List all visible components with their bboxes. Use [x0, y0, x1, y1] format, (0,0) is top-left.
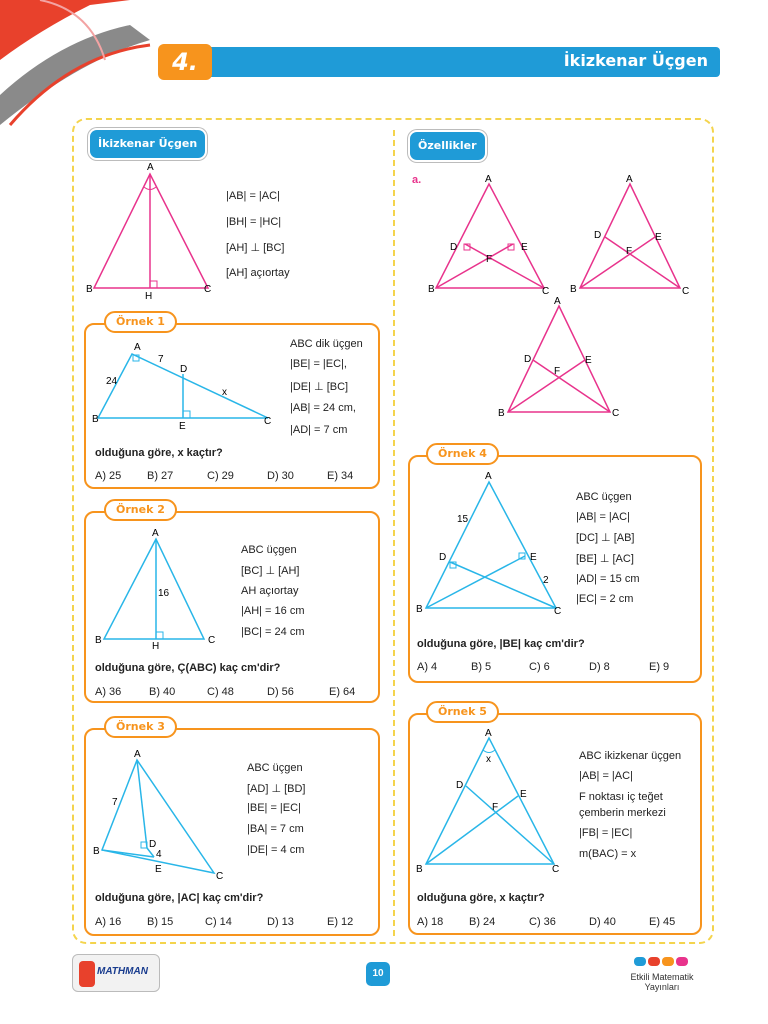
svg-text:B: B — [416, 604, 423, 615]
ex2-option-b[interactable]: B) 40 — [149, 686, 176, 698]
example-1-figure — [90, 340, 280, 432]
header-title: İkizkenar Üçgen — [563, 51, 708, 70]
svg-text:D: D — [149, 839, 157, 850]
ex4-given-3: [DC] ⊥ [AB] — [576, 532, 635, 544]
publisher-suffix: Yayınları — [644, 982, 680, 992]
ex1-given-4: |AB| = 24 cm, — [290, 402, 356, 414]
ex1-given-3: |DE| ⊥ [BC] — [290, 381, 349, 393]
example-5-figure — [414, 726, 574, 876]
svg-text:E: E — [530, 552, 537, 563]
example-3-tab: Örnek 3 — [104, 716, 177, 738]
ex4-given-4: [BE] ⊥ [AC] — [576, 553, 634, 565]
ex5-given-1: ABC ikizkenar üçgen — [579, 750, 682, 762]
ex2-option-a[interactable]: A) 36 — [95, 686, 122, 698]
svg-text:C: C — [542, 286, 550, 297]
ex2-question: olduğuna göre, Ç(ABC) kaç cm'dir? — [95, 662, 281, 674]
intro-label-h: H — [145, 291, 153, 300]
example-4-figure — [414, 470, 574, 615]
ex2-option-d[interactable]: D) 56 — [267, 686, 294, 698]
svg-text:H: H — [152, 641, 160, 650]
ex3-option-e[interactable]: E) 12 — [327, 916, 354, 928]
intro-label-b: B — [86, 284, 93, 295]
ex1-given-5: |AD| = 7 cm — [290, 424, 348, 436]
svg-text:C: C — [264, 416, 272, 427]
svg-text:C: C — [682, 286, 690, 297]
svg-text:A: A — [152, 528, 159, 539]
column-divider — [393, 130, 395, 936]
ex5-given-4: çemberin merkezi — [579, 807, 666, 819]
ex1-option-d[interactable]: D) 30 — [267, 470, 294, 482]
svg-text:B: B — [93, 846, 100, 857]
svg-text:A: A — [134, 749, 141, 760]
svg-text:C: C — [552, 864, 560, 875]
mathman-figure-icon — [79, 961, 95, 987]
svg-text:C: C — [612, 408, 620, 419]
intro-prop-1: |AB| = |AC| — [226, 190, 280, 202]
intro-triangle-figure — [84, 160, 224, 300]
ex2-given-5: |BC| = 24 cm — [241, 626, 305, 638]
svg-text:D: D — [439, 552, 447, 563]
ex4-option-e[interactable]: E) 9 — [649, 661, 670, 673]
ex3-given-4: |BA| = 7 cm — [247, 823, 304, 835]
svg-text:C: C — [208, 635, 216, 646]
ex4-option-d[interactable]: D) 8 — [589, 661, 610, 673]
ex5-option-e[interactable]: E) 45 — [649, 916, 676, 928]
example-3-figure — [90, 745, 240, 885]
svg-text:F: F — [626, 246, 633, 257]
mathman-logo: MATHMAN — [72, 954, 160, 992]
ex5-option-d[interactable]: D) 40 — [589, 916, 616, 928]
ex3-option-b[interactable]: B) 15 — [147, 916, 174, 928]
svg-text:24: 24 — [106, 376, 118, 387]
svg-text:B: B — [428, 284, 435, 295]
svg-text:B: B — [498, 408, 505, 419]
svg-text:D: D — [524, 354, 532, 365]
svg-text:D: D — [180, 364, 188, 375]
properties-figure-2 — [568, 172, 704, 300]
svg-text:D: D — [594, 230, 602, 241]
svg-text:A: A — [554, 296, 561, 307]
svg-text:2: 2 — [543, 575, 549, 586]
ex2-option-e[interactable]: E) 64 — [329, 686, 356, 698]
ex4-given-5: |AD| = 15 cm — [576, 573, 640, 585]
item-a-label: a. — [412, 174, 422, 186]
intro-label-a: A — [147, 162, 154, 173]
svg-text:A: A — [134, 342, 141, 353]
section-number: 4. — [158, 44, 212, 80]
right-section-tab: Özellikler — [410, 132, 485, 160]
ex5-given-2: |AB| = |AC| — [579, 770, 633, 782]
ex2-given-3: AH açıortay — [241, 585, 299, 597]
svg-text:F: F — [554, 366, 561, 377]
svg-text:16: 16 — [158, 588, 170, 599]
svg-text:x: x — [222, 387, 227, 398]
example-5-tab: Örnek 5 — [426, 701, 499, 723]
svg-text:7: 7 — [112, 797, 118, 808]
ex2-given-2: [BC] ⊥ [AH] — [241, 565, 300, 577]
ex5-option-c[interactable]: C) 36 — [529, 916, 556, 928]
svg-text:F: F — [492, 802, 499, 813]
ex3-option-d[interactable]: D) 13 — [267, 916, 294, 928]
example-4-tab: Örnek 4 — [426, 443, 499, 465]
ex2-given-4: |AH| = 16 cm — [241, 605, 305, 617]
ex5-given-5: |FB| = |EC| — [579, 827, 633, 839]
ex5-option-a[interactable]: A) 18 — [417, 916, 444, 928]
svg-text:E: E — [585, 355, 592, 366]
svg-text:F: F — [486, 254, 493, 265]
ex3-question: olduğuna göre, |AC| kaç cm'dir? — [95, 892, 264, 904]
svg-text:7: 7 — [158, 354, 164, 365]
ex5-given-6: m(BAC) = x — [579, 848, 637, 860]
svg-text:C: C — [554, 606, 562, 615]
ex3-given-5: |DE| = 4 cm — [247, 844, 305, 856]
ex2-option-c[interactable]: C) 48 — [207, 686, 234, 698]
ex4-given-1: ABC üçgen — [576, 491, 632, 503]
ex3-given-3: |BE| = |EC| — [247, 802, 301, 814]
intro-prop-4: [AH] açıortay — [226, 267, 290, 279]
example-1-tab: Örnek 1 — [104, 311, 177, 333]
ex2-given-1: ABC üçgen — [241, 544, 297, 556]
example-2-figure — [92, 525, 222, 650]
publisher-logo — [612, 954, 712, 992]
svg-text:B: B — [570, 284, 577, 295]
svg-text:D: D — [450, 242, 458, 253]
svg-text:E: E — [655, 232, 662, 243]
svg-text:E: E — [521, 242, 528, 253]
svg-text:4: 4 — [156, 849, 162, 860]
svg-text:E: E — [155, 864, 162, 875]
svg-text:D: D — [456, 780, 464, 791]
svg-text:A: A — [485, 728, 492, 739]
intro-prop-3: [AH] ⊥ [BC] — [226, 242, 285, 254]
intro-label-c: C — [204, 284, 212, 295]
ex4-given-6: |EC| = 2 cm — [576, 593, 634, 605]
ex5-option-b[interactable]: B) 24 — [469, 916, 496, 928]
svg-text:B: B — [95, 635, 102, 646]
ex1-question: olduğuna göre, x kaçtır? — [95, 447, 223, 459]
ex1-option-e[interactable]: E) 34 — [327, 470, 354, 482]
ex4-option-c[interactable]: C) 6 — [529, 661, 550, 673]
ex4-question: olduğuna göre, |BE| kaç cm'dir? — [417, 638, 585, 650]
svg-text:x: x — [486, 754, 491, 765]
ex5-question: olduğuna göre, x kaçtır? — [417, 892, 545, 904]
intro-prop-2: |BH| = |HC| — [226, 216, 282, 228]
ex3-option-a[interactable]: A) 16 — [95, 916, 122, 928]
svg-text:C: C — [216, 871, 224, 882]
ex3-option-c[interactable]: C) 14 — [205, 916, 232, 928]
svg-text:A: A — [485, 174, 492, 185]
svg-text:E: E — [520, 789, 527, 800]
ex5-given-3: F noktası iç teğet — [579, 791, 663, 803]
ex1-option-c[interactable]: C) 29 — [207, 470, 234, 482]
ex3-given-1: ABC üçgen — [247, 762, 303, 774]
ex4-option-a[interactable]: A) 4 — [417, 661, 438, 673]
ex1-given-1: ABC dik üçgen — [290, 338, 363, 350]
properties-figure-3 — [496, 294, 632, 422]
publisher-logo-icon — [632, 955, 692, 967]
ex4-option-b[interactable]: B) 5 — [471, 661, 492, 673]
ex1-option-a[interactable]: A) 25 — [95, 470, 122, 482]
svg-text:B: B — [416, 864, 423, 875]
publisher-name: Etkili Matematik — [630, 972, 694, 982]
svg-text:E: E — [179, 421, 186, 432]
properties-figure-1 — [424, 172, 560, 300]
ex4-given-2: |AB| = |AC| — [576, 511, 630, 523]
svg-text:15: 15 — [457, 514, 469, 525]
svg-text:A: A — [485, 471, 492, 482]
ex1-given-2: |BE| = |EC|, — [290, 358, 347, 370]
ex1-option-b[interactable]: B) 27 — [147, 470, 174, 482]
left-section-tab: İkizkenar Üçgen — [90, 130, 205, 158]
example-2-tab: Örnek 2 — [104, 499, 177, 521]
svg-text:A: A — [626, 174, 633, 185]
svg-text:B: B — [92, 414, 99, 425]
ex3-given-2: [AD] ⊥ [BD] — [247, 783, 306, 795]
page-number: 10 — [366, 962, 390, 986]
